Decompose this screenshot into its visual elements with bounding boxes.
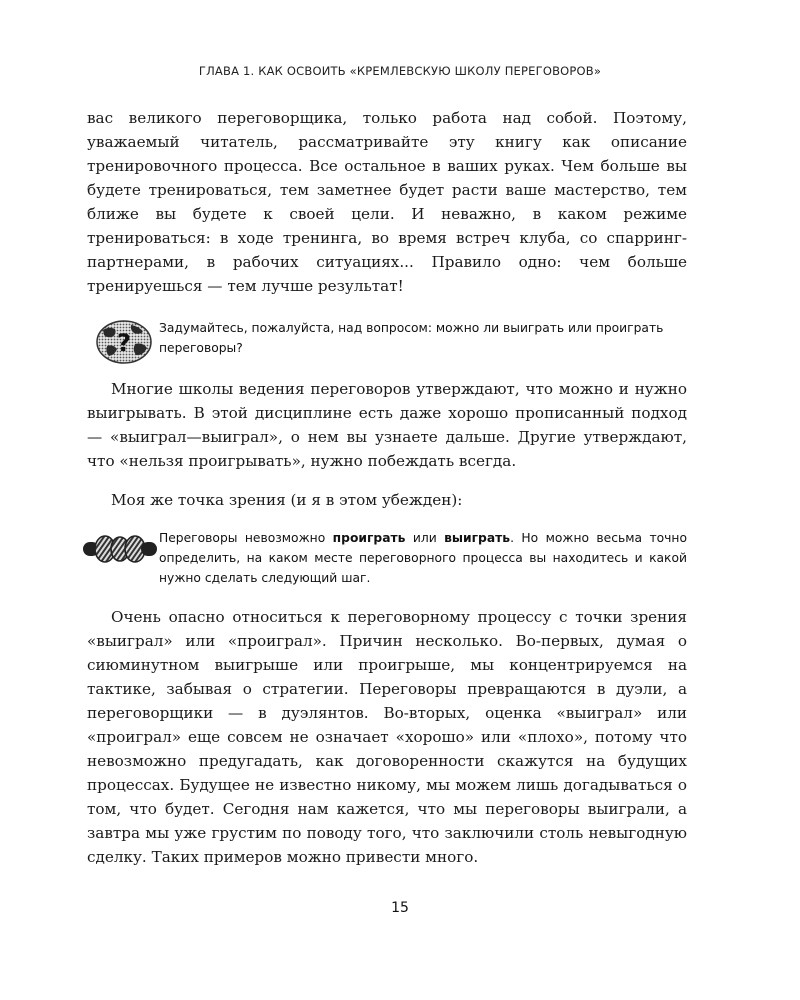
globe-question-icon <box>95 320 153 364</box>
body-paragraph-1: вас великого переговорщика, только работа над собой. Поэтому, уважаемый читатель, рассматривайте эту книгу как описание тренировочного процесса. Все остальное в ваших руках. Чем больше вы будете тренироваться, тем заметнее будет расти ваше мастерство, тем ближе вы будете к своей цели. И неважно, в каком режиме тренироваться: в ходе тренинга, во время встреч клуба, со спарринг-партнерами, в рабочих ситуациях... Правило одно: чем больше тренируешься — тем лучше результат! <box>87 109 687 295</box>
rope-knot-icon <box>81 533 159 565</box>
body-paragraph-4: Очень опасно относиться к переговорному процессу с точки зрения «выиграл» или «проиграл». Причин несколько. Во-первых, думая о сиюминутном выигрыше или проигрыше, мы концентрируемся на тактике, забывая о стратегии. Переговоры превращаются в дуэли, а переговорщики — в дуэлянтов. Во-вторых, оценка «выиграл» или «проиграл» еще совсем не означает «хорошо» или «плохо», потому что невозможно предугадать, как договоренности скажутся на будущих процессах. Будущее не известно никому, мы можем лишь догадываться о том, что будет. Сегодня нам кажется, что мы переговоры выиграли, а завтра мы уже грустим по поводу того, что заключили столь невыгодную сделку. Таких примеров можно привести много. <box>87 608 687 866</box>
assertion-text-part-1: Переговоры невозможно <box>159 531 333 545</box>
question-callout-text: Задумайтесь, пожалуйста, над вопросом: можно ли выиграть или проиграть переговоры? <box>159 321 664 355</box>
page-number: 15 <box>391 900 409 916</box>
question-callout <box>87 316 687 366</box>
assertion-text-part-2: или <box>405 531 445 545</box>
running-head: ГЛАВА 1. КАК ОСВОИТЬ «КРЕМЛЕВСКУЮ ШКОЛУ ПЕРЕГОВОРОВ» <box>198 64 602 78</box>
assertion-bold-lose: проиграть <box>332 531 406 545</box>
assertion-text-part-3: . Но можно весьма точно определить, на каком месте переговорного процесса вы находитесь и какой нужно сделать следующий шаг. <box>159 531 687 585</box>
assertion-callout <box>87 527 687 589</box>
assertion-bold-win: выиграть <box>444 531 511 545</box>
body-paragraph-2: Многие школы ведения переговоров утверждают, что можно и нужно выигрывать. В этой дисциплине есть даже хорошо прописанный подход — «выиграл—выиграл», о нем вы узнаете дальше. Другие утверждают, что «нельзя проигрывать», нужно побеждать всегда. <box>87 380 687 470</box>
assertion-callout-text <box>159 528 687 588</box>
svg-text:?: ? <box>117 329 131 357</box>
body-paragraph-3: Моя же точка зрения (и я в этом убежден): <box>111 491 463 509</box>
